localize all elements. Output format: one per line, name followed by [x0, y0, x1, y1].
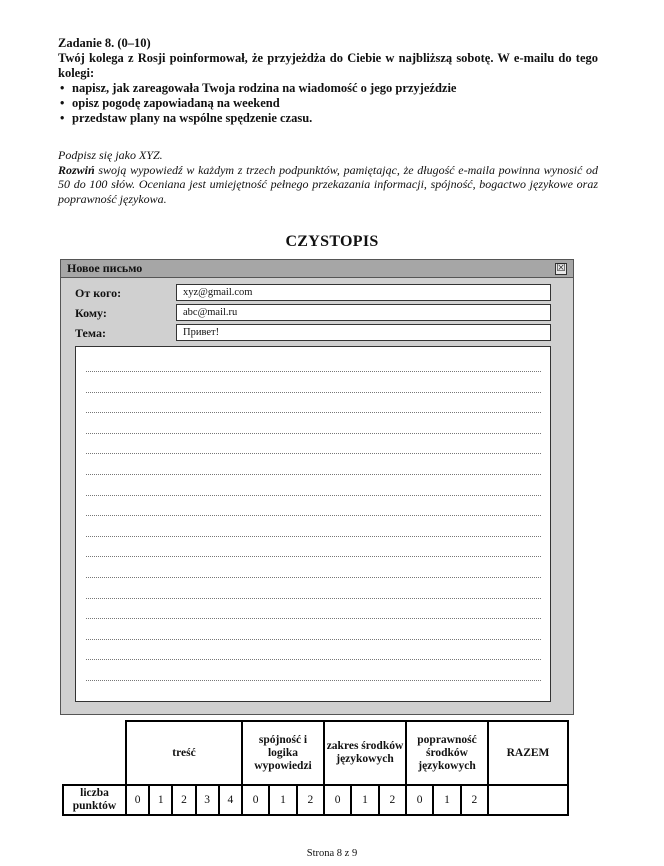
row-label: liczba punktów — [63, 785, 126, 815]
sign-instruction: Podpisz się jako XYZ. — [58, 148, 163, 162]
to-label: Кому: — [75, 306, 107, 320]
develop-keyword: Rozwiń — [58, 162, 95, 177]
score-cell[interactable]: 0 — [406, 785, 433, 815]
score-cell[interactable]: 1 — [433, 785, 460, 815]
answer-line — [86, 639, 541, 640]
answer-line — [86, 392, 541, 393]
task-bullet: • opisz pogodę zapowiadaną na weekend — [58, 96, 598, 111]
task-bullet: • przedstaw plany na wspólne spędzenie czasu. — [58, 111, 598, 126]
total-cell[interactable] — [488, 785, 568, 815]
score-cell[interactable]: 2 — [172, 785, 195, 815]
answer-line — [86, 659, 541, 660]
email-window — [60, 259, 574, 715]
to-field[interactable]: abc@mail.ru — [176, 304, 551, 321]
task-block — [58, 36, 598, 126]
task-title: Zadanie 8. (0–10) — [58, 36, 151, 50]
from-field[interactable]: xyz@gmail.com — [176, 284, 551, 301]
score-cell[interactable]: 2 — [297, 785, 324, 815]
score-cell[interactable]: 1 — [269, 785, 296, 815]
answer-line — [86, 536, 541, 537]
score-cell[interactable]: 2 — [379, 785, 406, 815]
header-zakres: zakres środków językowych — [324, 721, 406, 785]
answer-line — [86, 371, 541, 372]
email-window-title: Новое письмо — [67, 261, 143, 275]
answer-line — [86, 453, 541, 454]
answer-line — [86, 474, 541, 475]
close-icon[interactable]: ☒ — [556, 263, 566, 274]
develop-instruction — [58, 163, 598, 207]
answer-line — [86, 412, 541, 413]
answer-line — [86, 556, 541, 557]
from-label: От кого: — [75, 286, 122, 300]
page-footer: Strona 8 z 9 — [306, 848, 358, 859]
to-row — [61, 304, 573, 322]
answer-line — [86, 515, 541, 516]
score-cell[interactable]: 1 — [149, 785, 172, 815]
subject-row — [61, 324, 573, 342]
score-cell[interactable]: 4 — [219, 785, 242, 815]
message-body-field[interactable] — [75, 346, 551, 702]
subject-field[interactable]: Привет! — [176, 324, 551, 341]
answer-line — [86, 495, 541, 496]
answer-line — [86, 618, 541, 619]
develop-text: swoją wypowiedź w każdym z trzech podpunktów, pamiętając, że długość e-maila powinna wynosić od 50 do 100 słów. Oceniana jest umiejętność pełnego przekazania informacji, spójność, bogactwo językowe oraz poprawność językowa. — [58, 162, 598, 206]
score-cell[interactable]: 1 — [351, 785, 378, 815]
score-cell[interactable]: 2 — [461, 785, 488, 815]
score-cell[interactable]: 0 — [324, 785, 351, 815]
instructions — [58, 148, 598, 206]
score-cell[interactable]: 0 — [126, 785, 149, 815]
task-bullets — [58, 81, 598, 126]
answer-line — [86, 433, 541, 434]
score-header-row — [63, 721, 568, 785]
section-heading: CZYSTOPIS — [285, 233, 379, 250]
task-prompt: Twój kolega z Rosji poinformował, że przyjeżdża do Ciebie w najbliższą sobotę. W e-mailu do tego kolegi: — [58, 51, 598, 80]
score-cell[interactable]: 0 — [242, 785, 269, 815]
score-table — [62, 720, 569, 816]
header-razem: RAZEM — [488, 721, 568, 785]
score-points-row — [63, 785, 568, 815]
subject-label: Тема: — [75, 326, 106, 340]
header-poprawnosc: poprawność środków językowych — [406, 721, 488, 785]
from-row — [61, 284, 573, 302]
score-cell[interactable]: 3 — [196, 785, 219, 815]
task-bullet: • napisz, jak zareagowała Twoja rodzina na wiadomość o jego przyjeździe — [58, 81, 598, 96]
email-titlebar — [61, 260, 573, 278]
header-tresc: treść — [126, 721, 242, 785]
header-spojnosc: spójność i logika wypowiedzi — [242, 721, 324, 785]
answer-line — [86, 577, 541, 578]
answer-line — [86, 598, 541, 599]
table-corner — [63, 721, 126, 785]
answer-line — [86, 680, 541, 681]
